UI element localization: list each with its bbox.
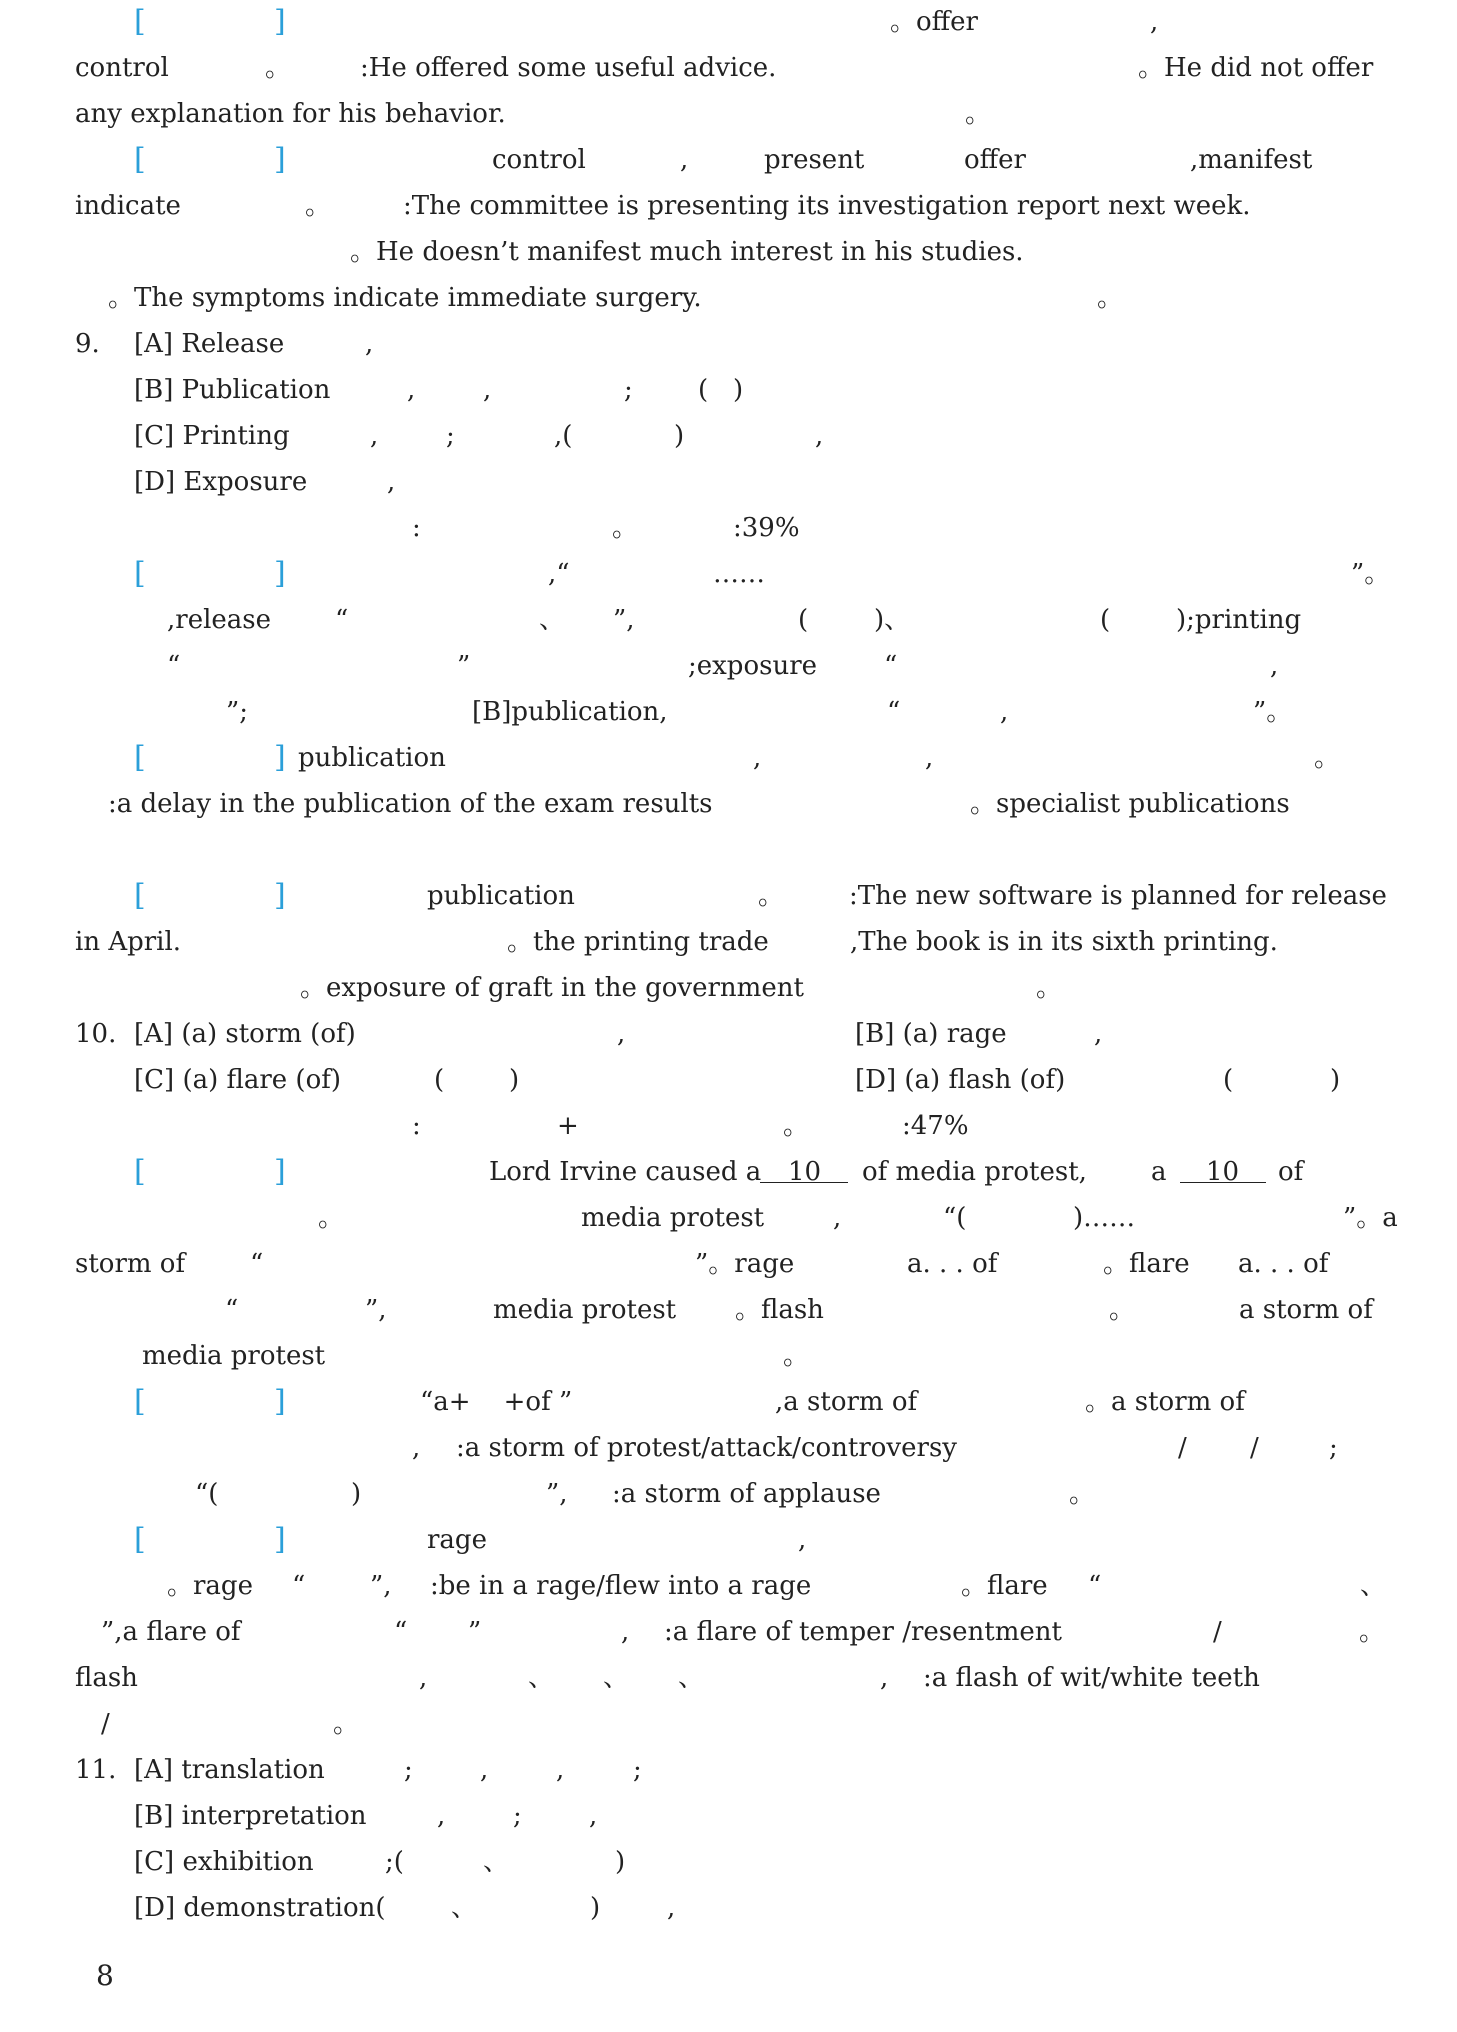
text-fragment: 10. bbox=[75, 1019, 117, 1049]
text-fragment: “ bbox=[335, 605, 349, 635]
text-fragment: )…… bbox=[1073, 1203, 1136, 1233]
text-fragment: offer bbox=[964, 145, 1026, 175]
text-fragment: publication bbox=[427, 881, 575, 911]
text-fragment: 、 bbox=[603, 1663, 630, 1693]
text-fragment: publication bbox=[298, 743, 446, 773]
text-fragment: ( bbox=[1223, 1065, 1234, 1095]
text-line bbox=[0, 1426, 1457, 1470]
text-line bbox=[0, 1886, 1457, 1930]
text-fragment: 。 bbox=[1069, 1479, 1096, 1509]
text-fragment: , bbox=[1094, 1019, 1103, 1049]
text-fragment: [C] exhibition bbox=[134, 1847, 314, 1877]
text-fragment: present bbox=[764, 145, 865, 175]
text-fragment: 。 bbox=[758, 881, 785, 911]
text-fragment: ” bbox=[468, 1617, 482, 1647]
text-fragment: 、 bbox=[539, 605, 566, 635]
text-fragment: , bbox=[589, 1801, 598, 1831]
text-fragment: :a storm of applause bbox=[612, 1479, 881, 1509]
text-fragment: 。rage bbox=[167, 1571, 253, 1601]
text-line bbox=[0, 46, 1457, 90]
text-line bbox=[0, 1150, 1457, 1194]
section-bracket: [ bbox=[134, 740, 146, 775]
text-fragment: rage bbox=[427, 1525, 487, 1555]
text-line bbox=[0, 1380, 1457, 1424]
text-fragment: :He offered some useful advice. bbox=[360, 53, 777, 83]
text-line bbox=[0, 138, 1457, 182]
text-fragment: :The new software is planned for release bbox=[849, 881, 1387, 911]
text-fragment: “( bbox=[943, 1203, 967, 1233]
text-fragment: “ bbox=[225, 1295, 239, 1325]
text-fragment: 。exposure of graft in the government bbox=[300, 973, 804, 1003]
text-fragment: )、 bbox=[874, 605, 911, 635]
text-fragment: 。 bbox=[965, 99, 992, 129]
text-fragment: ; bbox=[404, 1755, 413, 1785]
text-fragment: :a flare of temper /resentment bbox=[664, 1617, 1062, 1647]
text-fragment: 10 bbox=[1206, 1157, 1240, 1187]
section-bracket: ] bbox=[274, 740, 286, 775]
text-line bbox=[0, 1656, 1457, 1700]
text-line bbox=[0, 1702, 1457, 1746]
text-fragment: 。 bbox=[1314, 743, 1341, 773]
text-fragment: ( bbox=[434, 1065, 445, 1095]
text-fragment: ”。 bbox=[1351, 559, 1391, 589]
text-fragment: 。the printing trade bbox=[507, 927, 769, 957]
text-fragment: ) bbox=[590, 1893, 601, 1923]
text-fragment: :47% bbox=[902, 1111, 969, 1141]
text-fragment: ) bbox=[1330, 1065, 1341, 1095]
text-fragment: , bbox=[412, 1433, 421, 1463]
text-fragment: ; bbox=[633, 1755, 642, 1785]
text-fragment: , bbox=[753, 743, 762, 773]
section-bracket: [ bbox=[134, 556, 146, 591]
text-fragment: :a flash of wit/white teeth bbox=[923, 1663, 1260, 1693]
text-fragment: 。He doesn’t manifest much interest in his studies. bbox=[350, 237, 1024, 267]
text-fragment: , bbox=[880, 1663, 889, 1693]
text-fragment: , bbox=[1270, 651, 1279, 681]
text-line bbox=[0, 1104, 1457, 1148]
text-fragment: , bbox=[925, 743, 934, 773]
text-fragment: media protest bbox=[581, 1203, 765, 1233]
text-fragment: ) bbox=[615, 1847, 626, 1877]
text-fragment: ”, bbox=[370, 1571, 392, 1601]
text-fragment: 。flare bbox=[961, 1571, 1048, 1601]
text-fragment: , bbox=[365, 329, 374, 359]
text-fragment: 10 bbox=[788, 1157, 822, 1187]
text-fragment: , bbox=[1000, 697, 1009, 727]
text-line bbox=[0, 92, 1457, 136]
text-line bbox=[0, 1794, 1457, 1838]
text-fragment: , bbox=[815, 421, 824, 451]
section-bracket: [ bbox=[134, 1154, 146, 1189]
text-line bbox=[0, 1012, 1457, 1056]
fill-blank-underline bbox=[1180, 1182, 1266, 1183]
text-fragment: 。 bbox=[612, 513, 639, 543]
text-fragment: 。 bbox=[333, 1709, 360, 1739]
text-fragment: ) bbox=[509, 1065, 520, 1095]
text-fragment: 、 bbox=[483, 1847, 510, 1877]
text-fragment: 、 bbox=[451, 1893, 478, 1923]
text-fragment: a. . . of bbox=[1238, 1249, 1329, 1279]
text-fragment: + bbox=[557, 1111, 579, 1141]
text-fragment: 。 bbox=[1359, 1617, 1386, 1647]
text-fragment: media protest bbox=[493, 1295, 677, 1325]
text-fragment: [A] Release bbox=[134, 329, 285, 359]
text-fragment: [B] interpretation bbox=[134, 1801, 367, 1831]
text-fragment: “ bbox=[394, 1617, 408, 1647]
text-fragment: , bbox=[387, 467, 396, 497]
text-line bbox=[0, 368, 1457, 412]
fill-blank-underline bbox=[760, 1182, 848, 1183]
text-fragment: [D] demonstration( bbox=[134, 1893, 386, 1923]
text-fragment: “( bbox=[195, 1479, 219, 1509]
text-fragment: ( bbox=[798, 605, 809, 635]
text-line bbox=[0, 1058, 1457, 1102]
text-line bbox=[0, 414, 1457, 458]
text-fragment: 。The symptoms indicate immediate surgery. bbox=[108, 283, 702, 313]
text-fragment: , bbox=[798, 1525, 807, 1555]
text-fragment: a. . . of bbox=[907, 1249, 998, 1279]
text-line bbox=[0, 460, 1457, 504]
text-fragment: :a delay in the publication of the exam results bbox=[108, 789, 713, 819]
text-fragment: media protest bbox=[142, 1341, 326, 1371]
text-fragment: 。flare bbox=[1103, 1249, 1190, 1279]
text-fragment: [D] (a) flash (of) bbox=[855, 1065, 1066, 1095]
text-fragment: control bbox=[75, 53, 169, 83]
text-fragment: ( ) bbox=[698, 375, 744, 405]
text-fragment: any explanation for his behavior. bbox=[75, 99, 506, 129]
text-fragment: ”, bbox=[546, 1479, 568, 1509]
text-fragment: ”, bbox=[365, 1295, 387, 1325]
text-fragment: ,“ bbox=[548, 559, 570, 589]
page-number: 8 bbox=[96, 1959, 114, 1992]
text-line bbox=[0, 1196, 1457, 1240]
text-fragment: 、 bbox=[528, 1663, 555, 1693]
text-fragment: “a+ +of ” bbox=[420, 1387, 573, 1417]
section-bracket: [ bbox=[134, 1522, 146, 1557]
text-fragment: ; bbox=[624, 375, 633, 405]
text-fragment: ”。a bbox=[1343, 1203, 1398, 1233]
text-fragment: [A] (a) storm (of) bbox=[134, 1019, 356, 1049]
text-fragment: , bbox=[621, 1617, 630, 1647]
text-fragment: 。a storm of bbox=[1085, 1387, 1245, 1417]
text-fragment: : bbox=[412, 1111, 421, 1141]
section-bracket: [ bbox=[134, 142, 146, 177]
text-fragment: “ bbox=[887, 697, 901, 727]
text-fragment: / bbox=[101, 1709, 110, 1739]
text-fragment: [B] Publication bbox=[134, 375, 331, 405]
text-fragment: of bbox=[1278, 1157, 1304, 1187]
text-fragment: , bbox=[483, 375, 492, 405]
text-fragment: 9. bbox=[75, 329, 100, 359]
text-fragment: “ bbox=[1088, 1571, 1102, 1601]
text-line bbox=[0, 690, 1457, 734]
text-fragment: 。 bbox=[783, 1341, 810, 1371]
text-fragment: ;( bbox=[385, 1847, 404, 1877]
text-fragment: :The committee is presenting its investigation report next week. bbox=[403, 191, 1251, 221]
text-fragment: …… bbox=[713, 559, 765, 589]
text-fragment: [C] Printing bbox=[134, 421, 290, 451]
text-fragment: , bbox=[407, 375, 416, 405]
text-fragment: / bbox=[1213, 1617, 1222, 1647]
text-line bbox=[0, 782, 1457, 826]
text-fragment: [B]publication, bbox=[472, 697, 668, 727]
text-line bbox=[0, 1288, 1457, 1332]
text-fragment: in April. bbox=[75, 927, 182, 957]
text-line bbox=[0, 1610, 1457, 1654]
text-fragment: :39% bbox=[733, 513, 800, 543]
text-fragment: 。 bbox=[1109, 1295, 1136, 1325]
text-fragment: 。 bbox=[783, 1111, 810, 1141]
text-fragment: ,( bbox=[554, 421, 573, 451]
text-fragment: : bbox=[412, 513, 421, 543]
text-fragment: “ bbox=[250, 1249, 264, 1279]
text-fragment: “ bbox=[292, 1571, 306, 1601]
text-line bbox=[0, 966, 1457, 1010]
text-fragment: “ bbox=[167, 651, 181, 681]
text-fragment: [C] (a) flare (of) bbox=[134, 1065, 341, 1095]
text-line bbox=[0, 506, 1457, 550]
text-fragment: 。specialist publications bbox=[970, 789, 1290, 819]
text-fragment: a storm of bbox=[1239, 1295, 1373, 1325]
text-fragment: 、 bbox=[1360, 1571, 1387, 1601]
text-fragment: ) bbox=[351, 1479, 362, 1509]
text-line bbox=[0, 552, 1457, 596]
text-line bbox=[0, 322, 1457, 366]
text-fragment: 。 bbox=[265, 53, 292, 83]
text-fragment: a bbox=[1151, 1157, 1167, 1187]
section-bracket: ] bbox=[274, 878, 286, 913]
text-fragment: / bbox=[1250, 1433, 1259, 1463]
section-bracket: ] bbox=[274, 4, 286, 39]
text-fragment: indicate bbox=[75, 191, 181, 221]
text-line bbox=[0, 230, 1457, 274]
section-bracket: ] bbox=[274, 1384, 286, 1419]
text-fragment: 。He did not offer bbox=[1138, 53, 1374, 83]
text-fragment: ,a storm of bbox=[775, 1387, 918, 1417]
text-line bbox=[0, 598, 1457, 642]
text-fragment: , bbox=[480, 1755, 489, 1785]
section-bracket: ] bbox=[274, 1154, 286, 1189]
text-fragment: control bbox=[492, 145, 586, 175]
text-line bbox=[0, 1564, 1457, 1608]
text-line bbox=[0, 920, 1457, 964]
text-line bbox=[0, 1334, 1457, 1378]
text-fragment: , bbox=[617, 1019, 626, 1049]
text-fragment: , bbox=[680, 145, 689, 175]
text-fragment: ,manifest bbox=[1190, 145, 1313, 175]
section-bracket: [ bbox=[134, 4, 146, 39]
text-fragment: 。offer bbox=[890, 7, 978, 37]
section-bracket: ] bbox=[274, 556, 286, 591]
text-fragment: 11. bbox=[75, 1755, 117, 1785]
text-fragment: :be in a rage/flew into a rage bbox=[430, 1571, 812, 1601]
text-fragment: 。 bbox=[318, 1203, 345, 1233]
text-fragment: ”; bbox=[226, 697, 249, 727]
text-fragment: flash bbox=[75, 1663, 138, 1693]
text-fragment: ”,a flare of bbox=[101, 1617, 241, 1647]
text-fragment: ,release bbox=[167, 605, 272, 635]
text-fragment: ( bbox=[1100, 605, 1111, 635]
text-line bbox=[0, 276, 1457, 320]
text-fragment: , bbox=[667, 1893, 676, 1923]
text-line bbox=[0, 184, 1457, 228]
text-fragment: ;exposure bbox=[688, 651, 818, 681]
text-fragment: [A] translation bbox=[134, 1755, 325, 1785]
text-fragment: [D] Exposure bbox=[134, 467, 308, 497]
text-line bbox=[0, 1840, 1457, 1884]
text-fragment: ) bbox=[674, 421, 685, 451]
section-bracket: ] bbox=[274, 142, 286, 177]
text-fragment: 。flash bbox=[735, 1295, 824, 1325]
text-fragment: , bbox=[556, 1755, 565, 1785]
section-bracket: [ bbox=[134, 1384, 146, 1419]
text-line bbox=[0, 1518, 1457, 1562]
text-fragment: ; bbox=[513, 1801, 522, 1831]
text-fragment: ; bbox=[446, 421, 455, 451]
text-line bbox=[0, 1748, 1457, 1792]
text-fragment: );printing bbox=[1176, 605, 1302, 635]
text-fragment: ” bbox=[457, 651, 471, 681]
text-fragment: [B] (a) rage bbox=[855, 1019, 1007, 1049]
text-fragment: Lord Irvine caused a bbox=[489, 1157, 762, 1187]
text-fragment: 。 bbox=[1097, 283, 1124, 313]
text-fragment: :a storm of protest/attack/controversy bbox=[456, 1433, 957, 1463]
text-fragment: , bbox=[370, 421, 379, 451]
text-fragment: 、 bbox=[678, 1663, 705, 1693]
text-line bbox=[0, 0, 1457, 44]
section-bracket: ] bbox=[274, 1522, 286, 1557]
text-fragment: ”。rage bbox=[695, 1249, 795, 1279]
text-line bbox=[0, 1242, 1457, 1286]
text-fragment: of media protest, bbox=[862, 1157, 1087, 1187]
text-fragment: , bbox=[437, 1801, 446, 1831]
text-fragment: , bbox=[1150, 7, 1159, 37]
text-fragment: 。 bbox=[305, 191, 332, 221]
text-fragment: “ bbox=[884, 651, 898, 681]
text-fragment: ”。 bbox=[1253, 697, 1293, 727]
section-bracket: [ bbox=[134, 878, 146, 913]
text-fragment: / bbox=[1178, 1433, 1187, 1463]
text-fragment: storm of bbox=[75, 1249, 186, 1279]
text-fragment: ; bbox=[1329, 1433, 1338, 1463]
text-fragment: ,The book is in its sixth printing. bbox=[850, 927, 1278, 957]
text-line bbox=[0, 644, 1457, 688]
text-fragment: , bbox=[833, 1203, 842, 1233]
text-fragment: , bbox=[419, 1663, 428, 1693]
text-line bbox=[0, 874, 1457, 918]
text-fragment: 。 bbox=[1036, 973, 1063, 1003]
text-line bbox=[0, 1472, 1457, 1516]
text-fragment: ”, bbox=[613, 605, 635, 635]
text-line bbox=[0, 736, 1457, 780]
